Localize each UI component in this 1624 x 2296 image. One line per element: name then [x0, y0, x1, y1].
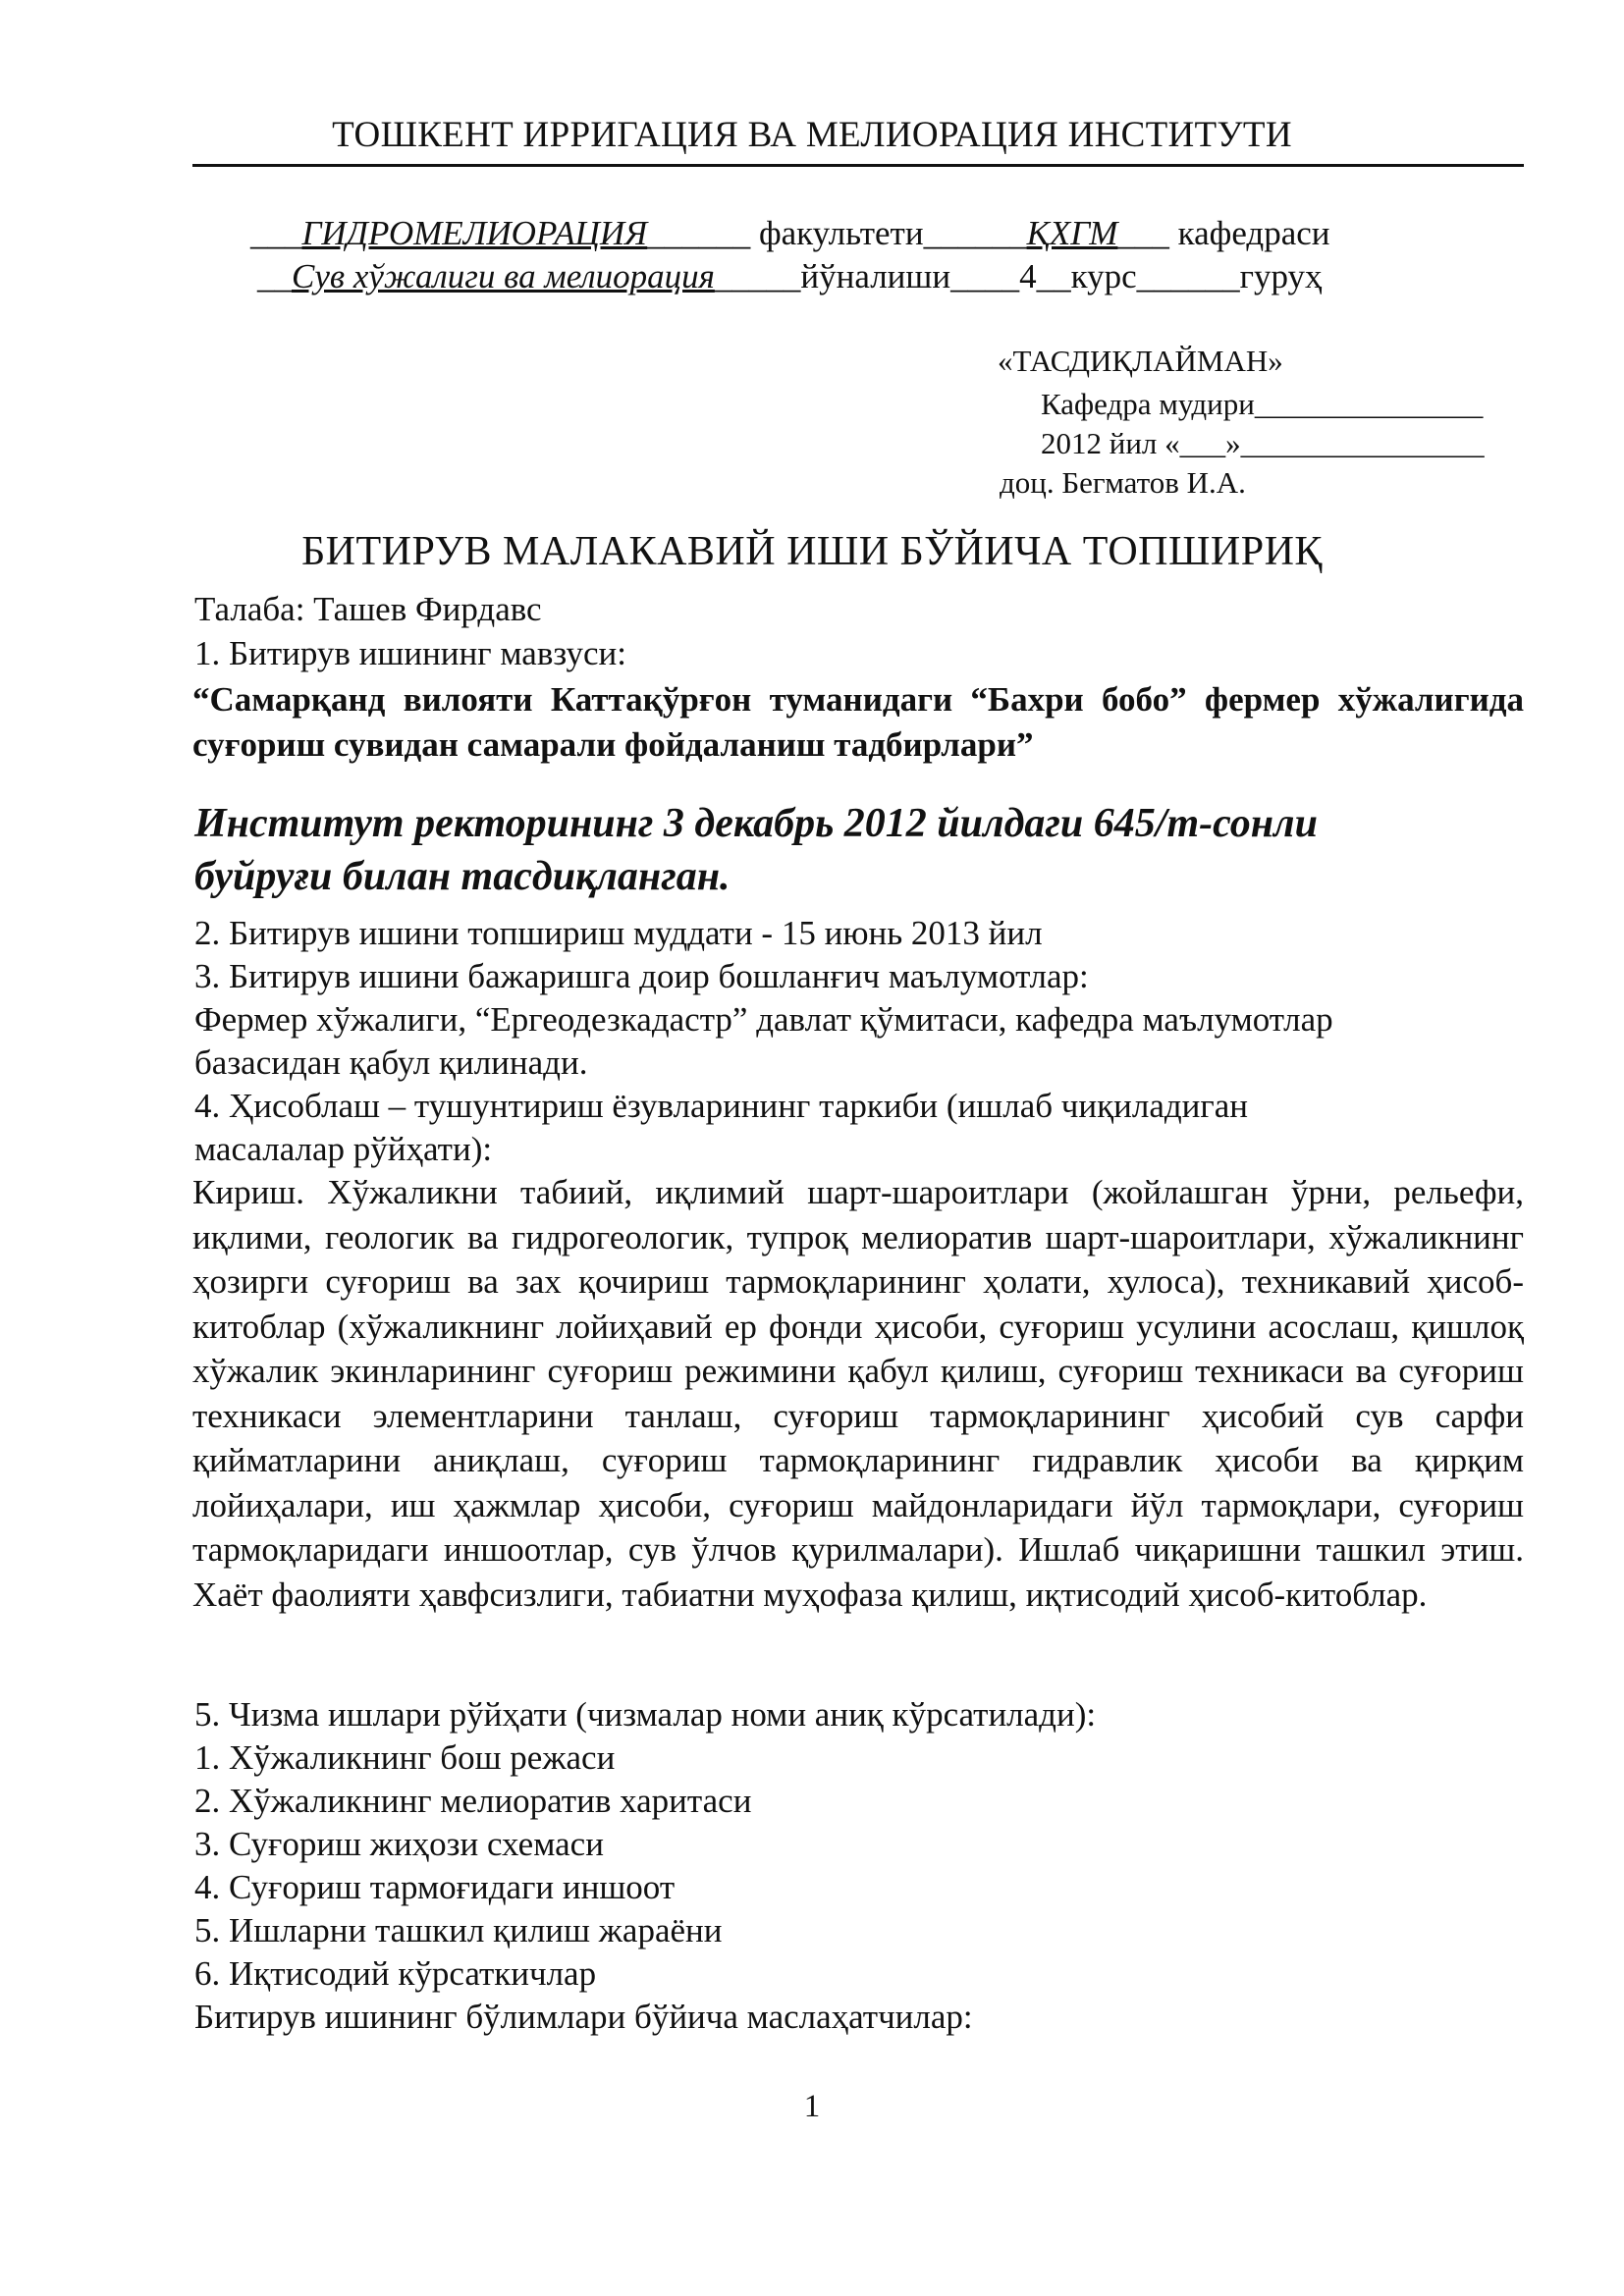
course-blank: ____	[950, 257, 1020, 295]
drawing-item: 1. Хўжаликнинг бош режаси	[194, 1738, 616, 1777]
direction-name: Сув хўжалиги ва мелиорация	[292, 257, 715, 295]
contents-heading-1: 4. Ҳисоблаш – тушунтириш ёзувларининг таркиби (ишлаб чиқиладиган	[194, 1087, 1249, 1125]
direction-blank: __	[257, 257, 292, 295]
header-divider	[192, 164, 1524, 167]
initial-data-heading: 3. Битирув ишини бажаришга доир бошланғич маълумотлар:	[194, 957, 1089, 995]
institute-header: ТОШКЕНТ ИРРИГАЦИЯ ВА МЕЛИОРАЦИЯ ИНСТИТУТИ	[332, 115, 1292, 155]
student-line	[194, 590, 542, 629]
order-line-1: Институт ректорининг 3 декабрь 2012 йилдаги 645/т-сонли	[194, 801, 1318, 846]
faculty-blank: ______	[647, 214, 751, 252]
department-name: ҚХГМ	[1026, 214, 1118, 252]
department-blank: ___	[1117, 214, 1169, 252]
course-label: курс	[1070, 257, 1137, 295]
group-blank: ______	[1136, 257, 1240, 295]
drawing-item: 6. Иқтисодий кўрсаткичлар	[194, 1954, 597, 1993]
drawing-item: 5. Ишларни ташкил қилиш жараёни	[194, 1911, 723, 1949]
initial-data-line-1: Фермер хўжалиги, “Ергеодезкадастр” давлат қўмитаси, кафедра маълумотлар	[194, 1000, 1333, 1039]
course-number: 4	[1019, 257, 1037, 295]
drawing-item: 3. Суғориш жиҳози схемаси	[194, 1825, 604, 1863]
topic-heading: 1. Битирув ишининг мавзуси:	[194, 634, 626, 672]
student-name: Ташев Фирдавс	[313, 590, 542, 628]
faculty-label: факультети	[750, 214, 924, 252]
faculty-blank: ___	[250, 214, 302, 252]
consultants-heading: Битирув ишининг бўлимлари бўйича маслаҳатчилар:	[194, 1998, 973, 2036]
faculty-name: ГИДРОМЕЛИОРАЦИЯ	[301, 214, 648, 252]
contents-heading-2: масалалар рўйҳати):	[194, 1130, 493, 1168]
drawings-heading: 5. Чизма ишлари рўйҳати (чизмалар номи аниқ кўрсатилади):	[194, 1695, 1097, 1734]
faculty-line	[250, 214, 1330, 253]
approval-title: «ТАСДИҚЛАЙМАН»	[998, 344, 1283, 378]
topic-text: “Самарқанд вилояти Каттақўрғон туманидаги “Бахри бобо” фермер хўжалигида суғориш сувидан самарали фойдаланиш тадбирлари”	[192, 680, 1524, 764]
approver-name: доц. Бегматов И.А.	[1000, 465, 1246, 500]
page-number: 1	[803, 2089, 821, 2124]
drawing-item: 2. Хўжаликнинг мелиоратив харитаси	[194, 1782, 752, 1820]
group-label: гуруҳ	[1239, 257, 1323, 295]
approval-date-line: 2012 йил «___»________________	[1041, 426, 1485, 460]
direction-line	[257, 257, 1323, 296]
initial-data-line-2: базасидан қабул қилинади.	[194, 1043, 588, 1082]
drawing-item: 4. Суғориш тармоғидаги иншоот	[194, 1868, 676, 1906]
order-line-2: буйруғи билан тасдиқланган.	[194, 854, 731, 899]
department-label: кафедраси	[1168, 214, 1330, 252]
course-blank: __	[1036, 257, 1071, 295]
direction-label: йўналиши	[800, 257, 951, 295]
head-signature-line: Кафедра мудири_______________	[1041, 387, 1484, 421]
department-blank: ______	[923, 214, 1027, 252]
direction-blank: _____	[714, 257, 801, 295]
contents-text: Кириш. Хўжаликни табиий, иқлимий шарт-шароитлари (жойлашган ўрни, рельефи, иқлими, геологик ва гидрогеологик, тупроқ мелиоратив шарт-шароитлари, хўжаликнинг ҳозирги суғориш ва зах қочириш тармоқларининг ҳолати, хулоса), техникавий ҳисоб-китоблар (хўжаликнинг лойиҳавий ер фонди ҳисоби, суғориш усулини асослаш, қишлоқ хўжалик экинларининг суғориш режимини қабул қилиш, суғориш техникаси ва суғориш техникаси элементларини танлаш, суғориш тармоқларининг ҳисобий сув сарфи қийматларини аниқлаш, суғориш тармоқларининг гидравлик ҳисоби ва қирқим лойиҳалари, иш ҳажмлар ҳисоби, суғориш майдонларидаги йўл тармоқлари, суғориш тармоқларидаги иншоотлар, сув ўлчов қурилмалари). Ишлаб чиқаришни ташкил этиш. Хаёт фаолияти ҳавфсизлиги, табиатни муҳофаза қилиш, иқтисодий ҳисоб-китоблар.	[192, 1173, 1524, 1614]
deadline-line: 2. Битирув ишини топшириш муддати - 15 июнь 2013 йил	[194, 914, 1043, 952]
student-label: Талаба:	[194, 590, 305, 628]
document-title: БИТИРУВ МАЛАКАВИЙ ИШИ БЎЙИЧА ТОПШИРИҚ	[301, 529, 1323, 574]
